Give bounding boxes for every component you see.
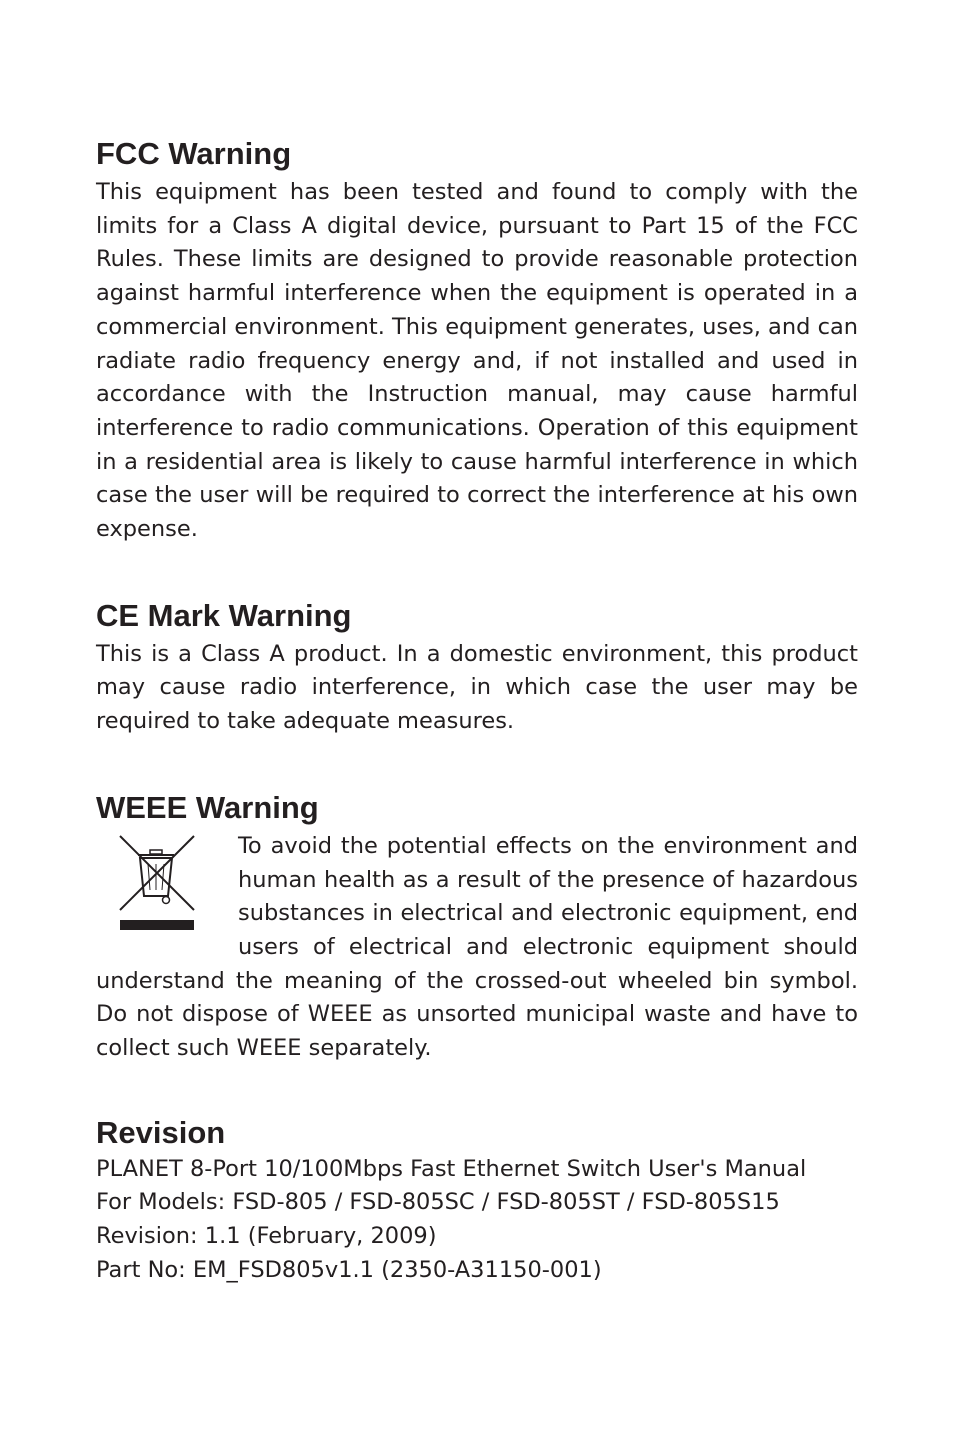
revision-manual-title: PLANET 8-Port 10/100Mbps Fast Ethernet Switch User's Manual (96, 1155, 807, 1182)
revision-part-number: Part No: EM_FSD805v1.1 (2350-A31150-001) (96, 1256, 602, 1283)
weee-warning-body: To avoid the potential effects on the environment and human health as a result of the presence of hazardous substances in electrical and electronic equipment, end users of electrical and electronic equipment should understand the meaning of the crossed-out wheeled bin symbol. Do not dispose of WEEE as unsorted municipal waste and have to collect such WEEE separately. (96, 832, 858, 1062)
revision-section (96, 1113, 858, 1288)
weee-warning-section (96, 786, 858, 1066)
ce-mark-warning-title: CE Mark Warning (96, 597, 352, 633)
ce-mark-warning-section (96, 594, 858, 739)
fcc-warning-title: FCC Warning (96, 136, 292, 171)
ce-mark-warning-body: This is a Class A product. In a domestic environment, this product may cause radio interference, in which case the user may be required to take adequate measures. (96, 640, 858, 735)
weee-warning-title: WEEE Warning (96, 789, 319, 825)
fcc-warning-body: This equipment has been tested and found to comply with the limits for a Class A digital device, pursuant to Part 15 of the FCC Rules. These limits are designed to provide reasonable protection against harmful interference when the equipment is operated in a commercial environment. This equipment generates, uses, and can radiate radio frequency energy and, if not installed and used in accordance with the Instruction manual, may cause harmful interference to radio communications. Operation of this equipment in a residential area is likely to cause harmful interference in which case the user will be required to correct the interference at his own expense. (96, 179, 858, 543)
crossed-out-wheeled-bin-icon (108, 834, 204, 938)
revision-version: Revision: 1.1 (February, 2009) (96, 1223, 437, 1250)
revision-title: Revision (96, 1114, 226, 1150)
fcc-warning-section (96, 132, 858, 547)
document-page (96, 132, 858, 1335)
revision-models: For Models: FSD-805 / FSD-805SC / FSD-805ST / FSD-805S15 (96, 1189, 780, 1216)
